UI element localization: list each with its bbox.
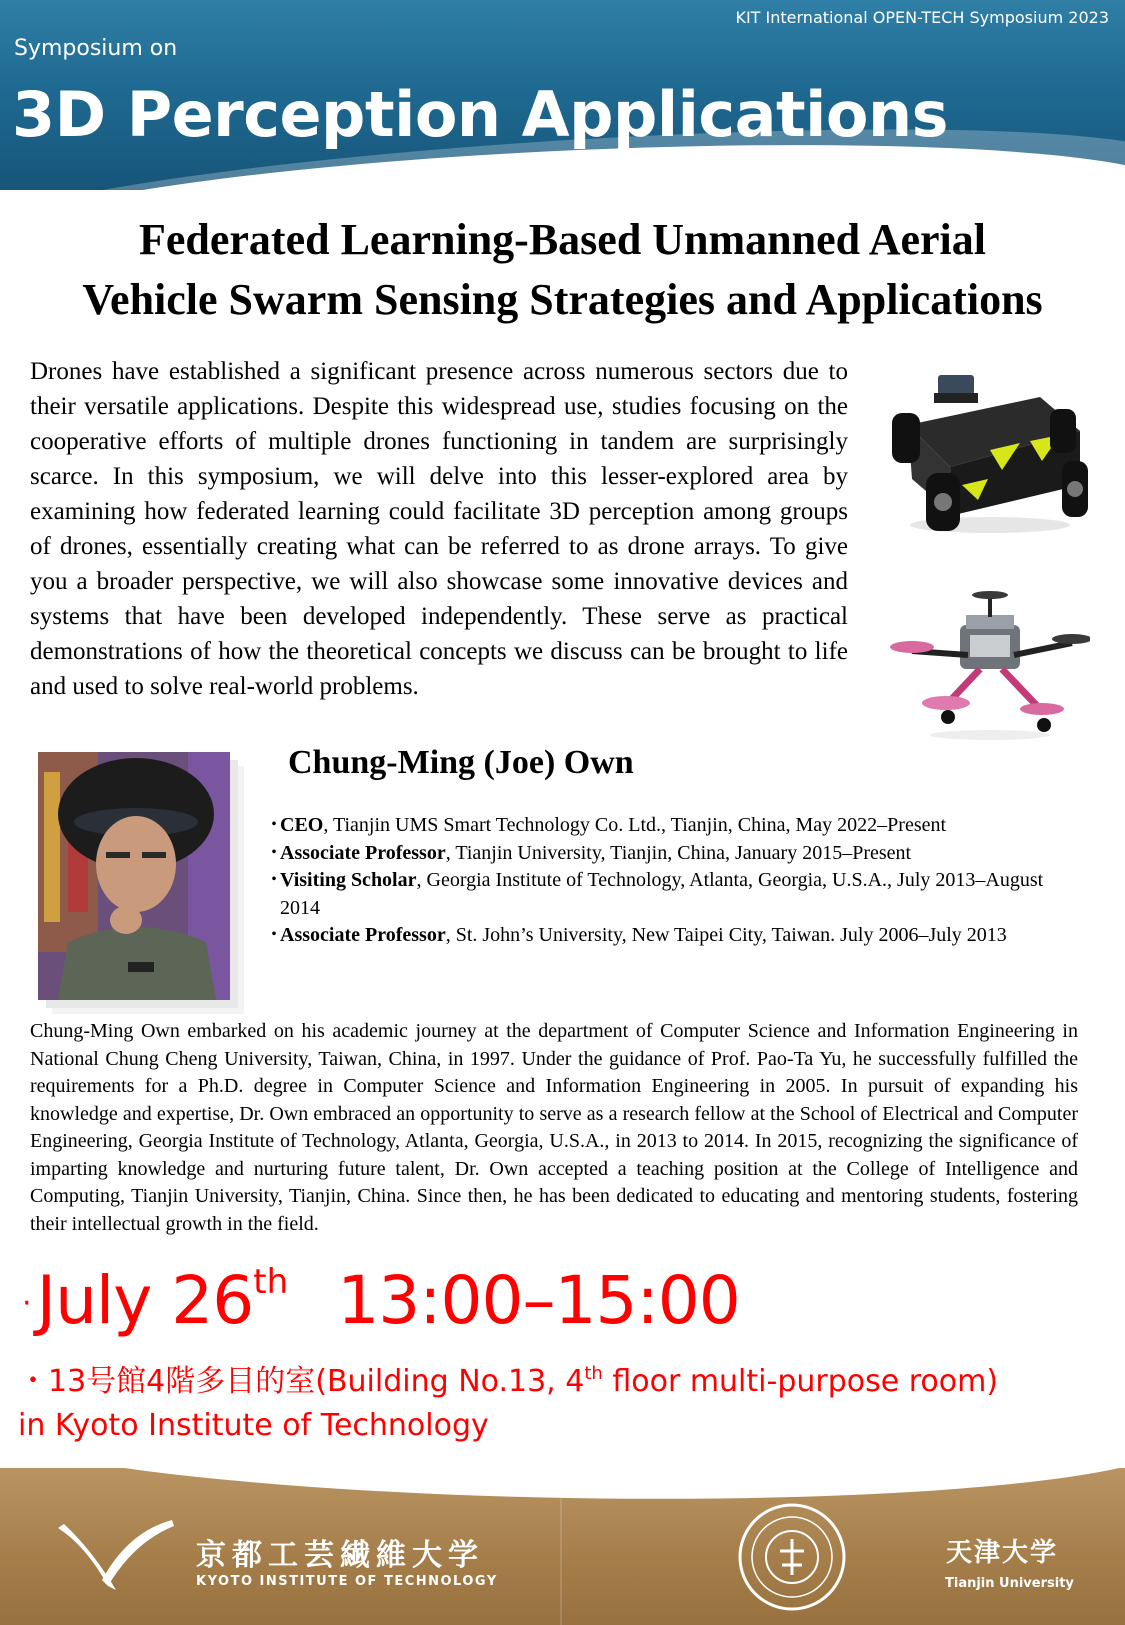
position-item: ・Associate Professor, St. John’s University, New Taipei City, Taiwan. July 2006–July 2013 (264, 924, 1007, 946)
kit-name-english: KYOTO INSTITUTE OF TECHNOLOGY (196, 1574, 498, 1589)
talk-abstract: Drones have established a significant presence across numerous sectors due to their versatile applications. Despite this widespread use, studies focusing on the cooperative efforts of multiple drones functioning in tandem are surprisingly scarce. In this symposium, we will delve into this lesser-explored area by examining how federated learning could facilitate 3D perception among groups of drones, essentially creating what can be referred to as drone arrays. To give you a broader perspective, we will also showcase some innovative devices and systems that have been developed independently. These serve as practical demonstrations of how the theoretical concepts we discuss can be brought to life and used to solve real-world problems. (30, 358, 848, 700)
symposium-title: 3D Perception Applications (12, 78, 949, 151)
tianjin-name-chinese: 天津大学 (946, 1538, 1059, 1568)
talk-title-line-2: Vehicle Swarm Sensing Strategies and Applications (82, 275, 1043, 324)
position-item: ・Associate Professor, Tianjin University, Tianjin, China, January 2015–Present (264, 841, 912, 864)
speaker-positions (258, 812, 1058, 950)
talk-title (0, 210, 1125, 330)
event-time: 13:00–15:00 (337, 1262, 740, 1339)
event-date: July 26 (36, 1262, 254, 1339)
footer-banner (0, 1468, 1125, 1625)
speaker-name: Chung-Ming (Joe) Own (288, 744, 634, 781)
symposium-series-label: KIT International OPEN-TECH Symposium 2023 (735, 8, 1109, 27)
position-item: ・CEO, Tianjin UMS Smart Technology Co. Ltd., Tianjin, China, May 2022–Present (264, 814, 947, 836)
talk-title-line-1: Federated Learning-Based Unmanned Aerial (139, 215, 986, 264)
drone-image (890, 585, 1090, 745)
event-venue-institution: in Kyoto Institute of Technology (18, 1408, 489, 1443)
event-venue: ・13号館4階多目的室(Building No.13, 4th floor multi-purpose room) in Kyoto Institute of Technology (18, 1352, 1118, 1448)
kit-logo-icon (56, 1516, 176, 1596)
position-item: ・Visiting Scholar, Georgia Institute of Technology, Atlanta, Georgia, U.S.A., July 2013–August 2014 (264, 869, 1044, 919)
speaker-photo (38, 752, 230, 1000)
symposium-subtitle: Symposium on (14, 36, 178, 61)
tianjin-name-english: Tianjin University (945, 1576, 1074, 1591)
kit-name-japanese: 京都工芸繊維大学 (196, 1538, 484, 1573)
speaker-bio: Chung-Ming Own embarked on his academic journey at the department of Computer Science and Information Engineering in National Chung Cheng University, Taiwan, China, in 1997. Under the guidance of Prof. Pao-Ta Yu, he successfully fulfilled the requirements for a Ph.D. degree in Computer Science and Information Engineering in 2005. In pursuit of expanding his knowledge and expertise, Dr. Own embraced an opportunity to serve as a research fellow at the School of Electrical and Computer Engineering, Georgia Institute of Technology, Atlanta, Georgia, U.S.A., in 2013 to 2014. In 2015, recognizing the significance of imparting knowledge and nurturing future talent, Dr. Own accepted a teaching position at the College of Intelligence and Computing, Tianjin University, Tianjin, China. Since then, he has been dedicated to educating and mentoring students, fostering their intellectual growth in the field. (30, 1020, 1078, 1235)
header-banner (0, 0, 1125, 190)
event-datetime: · July 26th 13:00–15:00 (22, 1262, 740, 1339)
tianjin-university-seal-icon (738, 1503, 846, 1611)
rover-robot-image (890, 375, 1090, 545)
